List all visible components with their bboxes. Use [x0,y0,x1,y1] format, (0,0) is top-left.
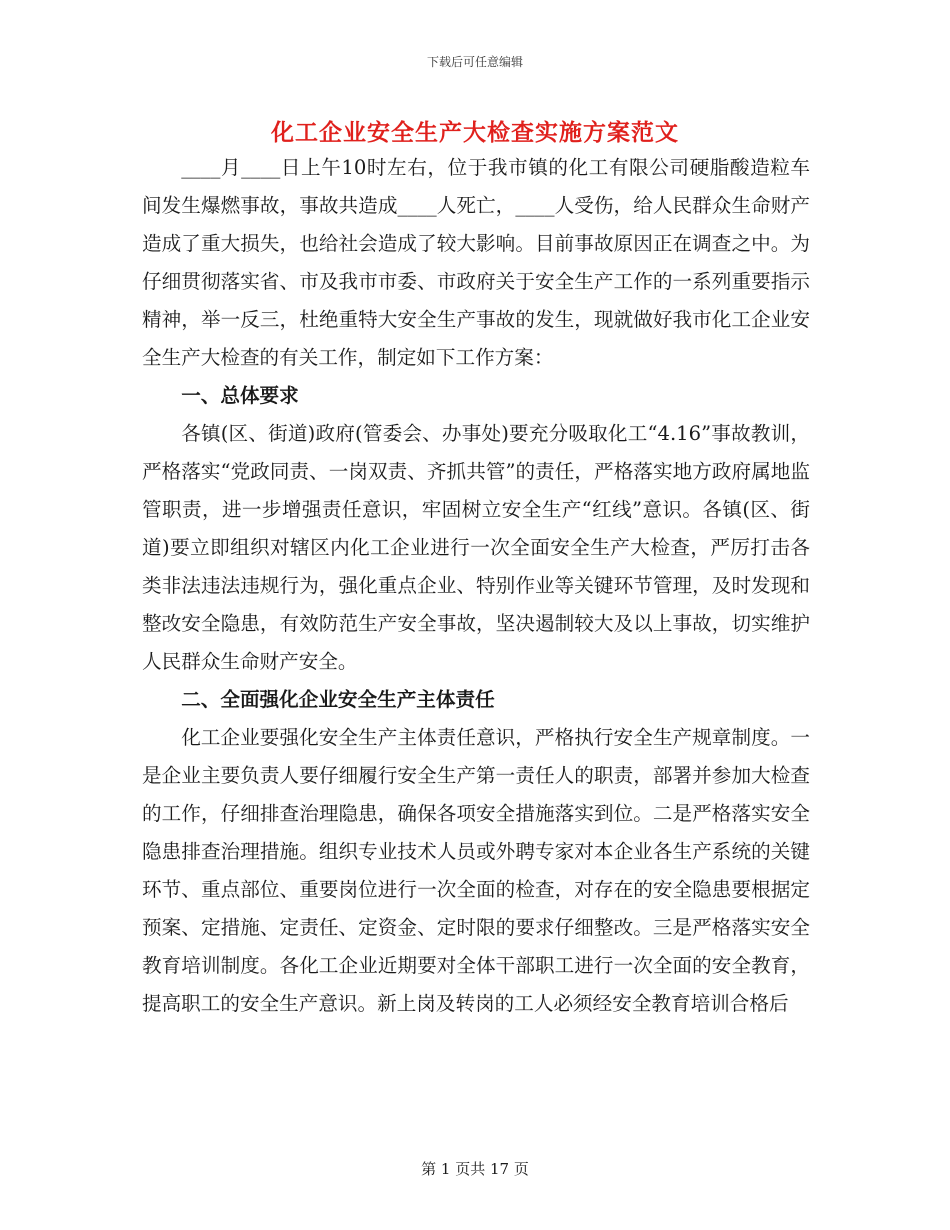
header-note: 下载后可任意编辑 [426,55,523,69]
page-footer: 第 1 页共 17 页 [421,1160,529,1178]
section-2-paragraph: 化工企业要强化安全生产主体责任意识，严格执行安全生产规章制度。一是企业主要负责人要仔细履行安全生产第一责任人的职责，部署并参加大检查的工作，仔细排查治理隐患，确保各项安全措施落实到位。二是严格落实安全隐患排查治理措施。组织专业技术人员或外聘专家对本企业各生产系统的关键环节、重点部位、重要岗位进行一次全面的检查，对存在的安全隐患要根据定预案、定措施、定责任、定资金、定时限的要求仔细整改。三是严格落实安全教育培训制度。各化工企业近期要对全体干部职工进行一次全面的安全教育，提高职工的安全生产意识。新上岗及转岗的工人必须经安全教育培训合格后 [142,726,810,1015]
section-1-paragraph: 各镇(区、街道)政府(管委会、办事处)要充分吸取化工“4.16”事故教训，严格落实“党政同责、一岗双责、齐抓共管”的责任，严格落实地方政府属地监管职责，进一步增强责任意识，牢固树立安全生产“红线”意识。各镇(区、街道)要立即组织对辖区内化工企业进行一次全面安全生产大检查，严厉打击各类非法违法违规行为，强化重点企业、特别作业等关键环节管理，及时发现和整改安全隐患，有效防范生产安全事故，坚决遏制较大及以上事故，切实维护人民群众生命财产安全。 [142,422,810,673]
section-2-heading: 二、全面强化企业安全生产主体责任 [181,688,495,711]
section-1-heading: 一、总体要求 [181,384,299,407]
intro-paragraph: ____月____日上午10时左右，位于我市镇的化工有限公司硬脂酸造粒车间发生爆燃事故，事故共造成____人死亡，____人受伤，给人民群众生命财产造成了重大损失，也给社会造成了较大影响。目前事故原因正在调查之中。为仔细贯彻落实省、市及我市市委、市政府关于安全生产工作的一系列重要指示精神，举一反三，杜绝重特大安全生产事故的发生，现就做好我市化工企业安全生产大检查的有关工作，制定如下工作方案： [142,156,810,369]
document-body [142,149,810,1023]
document-title: 化工企业安全生产大检查实施方案范文 [271,119,679,146]
